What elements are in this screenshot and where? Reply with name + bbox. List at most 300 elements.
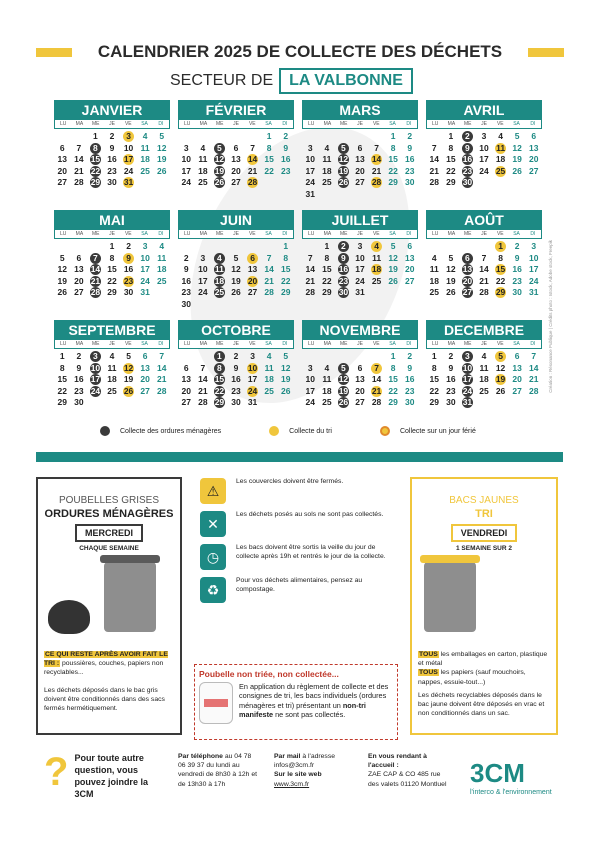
teal-band <box>36 452 563 462</box>
mail-title: Par mail <box>274 753 301 760</box>
weekday-label: LU <box>183 121 191 127</box>
day-cell: 16 <box>74 374 84 384</box>
day-grid <box>302 131 418 200</box>
day-cell: 6 <box>407 241 413 251</box>
weekday-label: LU <box>431 121 439 127</box>
rule-text: Les déchets posés au sols ne sont pas collectés. <box>236 511 384 518</box>
day-cell: 9 <box>76 362 82 373</box>
weekday-label: MA <box>199 341 208 347</box>
day-cell: 13 <box>57 154 68 164</box>
day-cell: 30 <box>181 298 192 309</box>
day-cell: 22 <box>429 385 440 396</box>
rule-text: Les bacs doivent être sortis la veille du jour de collecte après 19h et rentrés le jour de la collecte. <box>236 544 386 560</box>
day-cell: 17 <box>181 165 192 176</box>
day-cell: 24 <box>305 397 316 407</box>
grey-box-subheading: ORDURES MÉNAGÈRES <box>44 508 174 520</box>
weekday-label: VE <box>248 341 256 347</box>
weekday-label: SA <box>513 121 520 127</box>
day-cell: 7 <box>368 363 385 375</box>
day-cell: 17 <box>90 374 101 384</box>
legend <box>100 426 476 436</box>
weekday-label: DI <box>406 121 412 127</box>
month-name: DECEMBRE <box>426 320 542 340</box>
day-cell: 25 <box>322 177 332 187</box>
day-cell: 7 <box>250 142 255 153</box>
day-cell: 24 <box>140 275 150 286</box>
weekday-label: ME <box>463 121 472 127</box>
day-cell: 1 <box>109 241 115 251</box>
weekday-label: SA <box>265 341 272 347</box>
day-cell: 22 <box>107 275 117 286</box>
day-cell: 27 <box>512 385 522 396</box>
rules <box>200 478 400 610</box>
day-cell: 11 <box>157 252 167 263</box>
day-cell: 10 <box>198 264 208 274</box>
day-cell: 6 <box>357 142 363 153</box>
weekday-header <box>426 230 542 239</box>
day-cell: 1 <box>93 131 98 141</box>
day-cell: 12 <box>123 362 134 373</box>
day-cell: 6 <box>233 142 239 153</box>
day-cell: 13 <box>462 264 473 274</box>
weekday-label: JE <box>233 341 239 347</box>
day-cell: 9 <box>120 253 137 265</box>
footer-mail <box>274 752 354 801</box>
month-block <box>302 100 418 200</box>
day-cell: 10 <box>305 374 316 384</box>
tous-text: les emballages en carton, plastique et métal <box>418 651 548 668</box>
day-cell: 26 <box>280 385 291 396</box>
calendar <box>54 100 542 409</box>
warning-text <box>239 682 393 724</box>
day-cell: 3 <box>307 362 313 373</box>
weekday-header <box>426 120 542 129</box>
month-name: AOÛT <box>426 210 542 230</box>
weekday-label: JE <box>233 121 239 127</box>
weekday-label: SA <box>265 121 272 127</box>
day-cell: 15 <box>280 264 291 274</box>
weekday-label: VE <box>248 231 256 237</box>
tous-label: TOUS <box>419 669 438 677</box>
day-cell: 23 <box>280 165 291 176</box>
day-cell: 23 <box>74 385 84 396</box>
day-cell: 20 <box>512 374 522 384</box>
day-cell: 13 <box>528 142 539 153</box>
weekday-label: MA <box>447 231 456 237</box>
day-cell: 23 <box>231 385 241 396</box>
rule-item <box>200 577 400 603</box>
day-cell: 10 <box>90 362 101 373</box>
day-cell: 24 <box>305 177 316 187</box>
day-cell: 29 <box>214 397 225 407</box>
day-cell: 28 <box>90 287 101 297</box>
day-cell: 12 <box>446 264 456 274</box>
day-cell: 7 <box>159 351 165 361</box>
day-cell: 4 <box>266 351 272 361</box>
weekday-label: MA <box>323 341 332 347</box>
day-cell: 27 <box>528 165 539 176</box>
day-cell: 25 <box>140 165 150 176</box>
page-title: CALENDRIER 2025 DE COLLECTE DES DÉCHETS <box>97 42 503 61</box>
weekday-label: VE <box>248 121 256 127</box>
weekday-label: ME <box>91 341 100 347</box>
day-cell: 19 <box>446 275 456 286</box>
day-grid <box>178 131 294 189</box>
weekday-label: JE <box>481 341 487 347</box>
weekday-label: MA <box>323 231 332 237</box>
yellow-bin-box <box>410 477 558 735</box>
weekday-label: ME <box>91 231 100 237</box>
grey-note: Les déchets déposés dans le bac gris doivent être conditionnés dans des sacs fermés hermétiquement. <box>44 686 165 712</box>
day-cell: 20 <box>57 165 68 176</box>
day-cell: 18 <box>479 374 489 384</box>
day-cell: 4 <box>324 142 330 153</box>
yellow-frequency: 1 SEMAINE SUR 2 <box>456 545 512 552</box>
day-cell: 1 <box>266 131 272 141</box>
day-cell: 7 <box>531 351 537 361</box>
weekday-label: DI <box>406 341 412 347</box>
day-cell: 3 <box>250 351 255 361</box>
day-cell: 8 <box>211 363 228 375</box>
day-cell: 16 <box>462 154 473 164</box>
day-cell: 28 <box>305 287 316 297</box>
day-cell: 31 <box>355 287 365 297</box>
weekday-label: LU <box>183 341 191 347</box>
day-cell: 20 <box>404 264 415 274</box>
day-cell: 31 <box>247 397 258 407</box>
day-cell: 17 <box>305 165 316 176</box>
day-cell: 18 <box>107 374 117 384</box>
day-cell: 9 <box>448 362 454 373</box>
day-cell: 9 <box>514 252 520 263</box>
weekday-label: SA <box>389 121 396 127</box>
day-cell: 16 <box>123 264 134 274</box>
yellow-box-subheading: TRI <box>475 508 493 520</box>
weekday-label: LU <box>183 231 191 237</box>
day-cell: 21 <box>156 374 167 384</box>
day-cell: 3 <box>481 131 487 141</box>
day-cell: 28 <box>156 385 167 396</box>
legend-ferie-label: Collecte sur un jour férié <box>399 427 476 435</box>
day-cell: 31 <box>123 177 134 187</box>
compost-icon: ♻ <box>200 577 226 603</box>
day-cell: 18 <box>156 264 167 274</box>
day-cell: 12 <box>388 252 398 263</box>
sector-name: LA VALBONNE <box>279 68 413 94</box>
day-cell: 20 <box>181 385 192 396</box>
day-cell: 8 <box>283 252 289 263</box>
day-cell: 23 <box>512 275 522 286</box>
day-cell: 8 <box>390 362 396 373</box>
day-cell: 5 <box>335 143 352 155</box>
day-cell: 2 <box>407 351 413 361</box>
day-cell: 22 <box>322 275 332 286</box>
day-cell: 4 <box>481 351 487 361</box>
day-cell: 30 <box>404 177 415 187</box>
yellow-tous-1 <box>418 650 550 668</box>
day-cell: 3 <box>531 241 537 251</box>
day-cell: 20 <box>247 275 258 286</box>
weekday-label: DI <box>158 121 164 127</box>
day-cell: 5 <box>283 351 289 361</box>
day-cell: 9 <box>283 142 289 153</box>
weekday-label: SA <box>389 341 396 347</box>
warning-text-b: non-tri manifeste <box>239 700 366 720</box>
day-cell: 30 <box>74 397 84 407</box>
day-cell: 1 <box>492 241 509 253</box>
refused-bag-icon <box>199 682 233 724</box>
day-cell: 8 <box>431 362 437 373</box>
day-cell: 31 <box>305 188 316 199</box>
day-cell: 19 <box>388 264 398 274</box>
day-cell: 3 <box>200 252 206 263</box>
day-cell: 16 <box>404 154 415 164</box>
day-cell: 5 <box>159 131 165 141</box>
mail-link[interactable]: à l'adresse infos@3cm.fr <box>274 753 336 770</box>
day-cell: 19 <box>338 165 349 176</box>
day-cell: 15 <box>57 374 68 384</box>
grey-box-heading: POUBELLES GRISES <box>58 495 160 506</box>
day-cell: 15 <box>107 264 117 274</box>
day-cell: 31 <box>140 287 150 297</box>
day-cell: 27 <box>181 397 192 407</box>
day-cell: 9 <box>183 264 189 274</box>
day-cell: 19 <box>512 154 522 164</box>
month-block <box>178 100 294 200</box>
day-cell: 26 <box>446 287 456 297</box>
day-cell: 22 <box>446 165 456 176</box>
weekday-label: VE <box>496 231 504 237</box>
yellow-note: Les déchets recyclables déposés dans le bac jaune doivent être déposés en vrac et non conditionnés dans un sac. <box>418 691 545 718</box>
day-cell: 5 <box>126 351 131 361</box>
month-block <box>426 100 542 200</box>
day-cell: 25 <box>371 275 382 286</box>
day-cell: 15 <box>495 264 506 274</box>
weekday-label: DI <box>530 341 536 347</box>
day-cell: 23 <box>107 165 117 176</box>
day-cell: 27 <box>140 385 150 396</box>
web-link[interactable]: www.3cm.fr <box>274 780 310 788</box>
day-cell: 18 <box>322 385 332 396</box>
credit: Création : Résonance Publique | Crédits photo : Istock, Adobe stock, Freepik <box>548 240 553 393</box>
warning-icon: ⚠ <box>200 478 226 504</box>
weekday-label: VE <box>496 121 504 127</box>
day-cell: 4 <box>159 241 165 251</box>
day-cell: 4 <box>142 131 148 141</box>
day-cell: 17 <box>140 264 150 274</box>
weekday-label: SA <box>265 231 272 237</box>
weekday-label: DI <box>158 231 164 237</box>
day-cell: 24 <box>123 165 134 176</box>
day-cell: 30 <box>446 397 456 407</box>
day-cell: 26 <box>338 177 349 187</box>
day-cell: 3 <box>142 241 148 251</box>
day-cell: 27 <box>57 177 68 187</box>
weekday-label: JE <box>357 121 363 127</box>
day-cell: 17 <box>247 374 258 384</box>
day-cell: 29 <box>90 177 101 187</box>
day-cell: 24 <box>247 385 258 396</box>
day-cell: 25 <box>429 287 440 297</box>
day-grid <box>54 351 170 409</box>
day-cell: 17 <box>528 264 539 274</box>
legend-ordures-label: Collecte des ordures ménagères <box>120 427 222 435</box>
day-cell: 6 <box>244 253 261 265</box>
grey-collection-day: MERCREDI <box>75 524 143 542</box>
day-cell: 23 <box>462 165 473 176</box>
day-cell: 15 <box>90 154 101 164</box>
day-cell: 29 <box>57 397 68 407</box>
phone-text[interactable]: au 04 78 06 39 37 du lundi au vendredi de 8h30 à 12h et de 13h30 à 17h <box>178 753 257 788</box>
day-cell: 30 <box>338 287 349 297</box>
day-cell: 12 <box>156 142 167 153</box>
day-cell: 28 <box>74 177 84 187</box>
day-cell: 11 <box>264 362 274 373</box>
month-name: OCTOBRE <box>178 320 294 340</box>
day-cell: 11 <box>198 154 208 164</box>
weekday-label: JE <box>109 341 115 347</box>
day-cell: 30 <box>231 397 241 407</box>
day-cell: 14 <box>528 362 539 373</box>
day-cell: 21 <box>479 275 489 286</box>
day-cell: 28 <box>264 287 274 297</box>
rule-item <box>200 478 400 504</box>
day-cell: 5 <box>233 252 239 263</box>
visit-title: En vous rendant à l'accueil : <box>368 753 427 770</box>
day-cell: 19 <box>495 374 506 384</box>
day-cell: 11 <box>372 252 382 263</box>
weekday-header <box>54 340 170 349</box>
month-block <box>302 210 418 310</box>
weekday-label: DI <box>530 231 536 237</box>
weekday-label: DI <box>282 121 288 127</box>
weekday-label: VE <box>372 341 380 347</box>
day-cell: 27 <box>231 177 241 187</box>
day-cell: 21 <box>90 275 101 286</box>
day-cell: 5 <box>335 363 352 375</box>
visit-text: ZAE CAP & CO 485 rue des valets 01120 Montluel <box>368 771 447 788</box>
day-cell: 29 <box>322 287 332 297</box>
weekday-label: JE <box>233 231 239 237</box>
day-cell: 1 <box>448 131 454 141</box>
day-cell: 16 <box>181 275 192 286</box>
phone-title: Par téléphone <box>178 753 223 760</box>
day-cell: 11 <box>496 142 506 153</box>
day-cell: 2 <box>283 131 289 141</box>
legend-tri-label: Collecte du tri <box>289 427 332 435</box>
day-cell: 24 <box>462 385 473 396</box>
day-cell: 9 <box>407 142 413 153</box>
day-cell: 12 <box>512 142 522 153</box>
day-cell: 23 <box>123 275 134 286</box>
day-cell: 15 <box>322 264 332 274</box>
day-cell: 5 <box>59 252 65 263</box>
weekday-label: ME <box>339 341 348 347</box>
weekday-label: VE <box>372 121 380 127</box>
day-cell: 29 <box>446 177 456 187</box>
day-cell: 6 <box>142 351 148 361</box>
day-cell: 17 <box>198 275 208 286</box>
day-cell: 11 <box>479 362 489 373</box>
day-cell: 7 <box>481 252 487 263</box>
calendar-clock-icon: ◷ <box>200 544 226 570</box>
weekday-label: JE <box>481 121 487 127</box>
day-cell: 5 <box>211 143 228 155</box>
weekday-label: LU <box>431 231 439 237</box>
day-cell: 16 <box>446 374 456 384</box>
weekday-label: JE <box>109 231 115 237</box>
day-cell: 23 <box>338 275 349 286</box>
day-cell: 7 <box>200 362 206 373</box>
weekday-label: ME <box>463 231 472 237</box>
day-cell: 1 <box>431 351 437 361</box>
day-cell: 27 <box>355 177 365 187</box>
weekday-label: MA <box>447 341 456 347</box>
day-cell: 1 <box>390 351 396 361</box>
day-cell: 25 <box>156 275 167 286</box>
day-cell: 5 <box>448 252 454 263</box>
day-cell: 20 <box>140 374 150 384</box>
day-cell: 15 <box>388 154 398 164</box>
day-cell: 28 <box>429 177 440 187</box>
day-cell: 31 <box>528 287 539 297</box>
day-cell: 12 <box>214 154 225 164</box>
month-name: NOVEMBRE <box>302 320 418 340</box>
day-cell: 25 <box>322 397 332 407</box>
day-grid <box>426 351 542 409</box>
day-cell: 2 <box>183 252 189 263</box>
yellow-tous-2 <box>418 668 550 686</box>
day-cell: 8 <box>59 362 65 373</box>
weekday-label: MA <box>323 121 332 127</box>
month-name: SEPTEMBRE <box>54 320 170 340</box>
day-cell: 19 <box>231 275 241 286</box>
yellow-collection-day: VENDREDI <box>451 524 518 542</box>
day-cell: 28 <box>371 177 382 187</box>
day-cell: 15 <box>214 374 225 384</box>
day-cell: 10 <box>528 252 539 263</box>
day-cell: 18 <box>264 374 274 384</box>
tous-text: les papiers (sauf mouchoirs, nappes, essuie-tout...) <box>418 669 526 686</box>
yellow-bin-icon <box>424 562 476 632</box>
month-name: JUIN <box>178 210 294 230</box>
legend-ordures <box>100 426 221 436</box>
day-cell: 1 <box>283 241 289 251</box>
day-cell: 2 <box>407 131 413 141</box>
day-cell: 15 <box>388 374 398 384</box>
day-cell: 14 <box>371 374 382 384</box>
day-cell: 1 <box>390 131 396 141</box>
weekday-header <box>426 340 542 349</box>
day-cell: 4 <box>431 252 437 263</box>
day-cell: 20 <box>355 165 365 176</box>
grey-frequency: CHAQUE SEMAINE <box>79 545 139 552</box>
day-cell: 10 <box>247 362 258 373</box>
trash-bag-icon <box>48 600 90 634</box>
day-cell: 5 <box>514 131 520 141</box>
day-cell: 27 <box>355 397 365 407</box>
day-cell: 26 <box>214 177 225 187</box>
day-cell: 30 <box>512 287 522 297</box>
warning-box <box>194 664 398 740</box>
day-cell: 16 <box>338 264 349 274</box>
day-cell: 14 <box>156 362 167 373</box>
month-block <box>54 210 170 310</box>
month-name: AVRIL <box>426 100 542 120</box>
warning-text-a: En application du règlement de collecte et des consignes de tri, les bacs individuels (ordures ménagères et tri) présentant un <box>239 682 389 710</box>
day-cell: 19 <box>123 374 134 384</box>
legend-ferie <box>380 426 476 436</box>
